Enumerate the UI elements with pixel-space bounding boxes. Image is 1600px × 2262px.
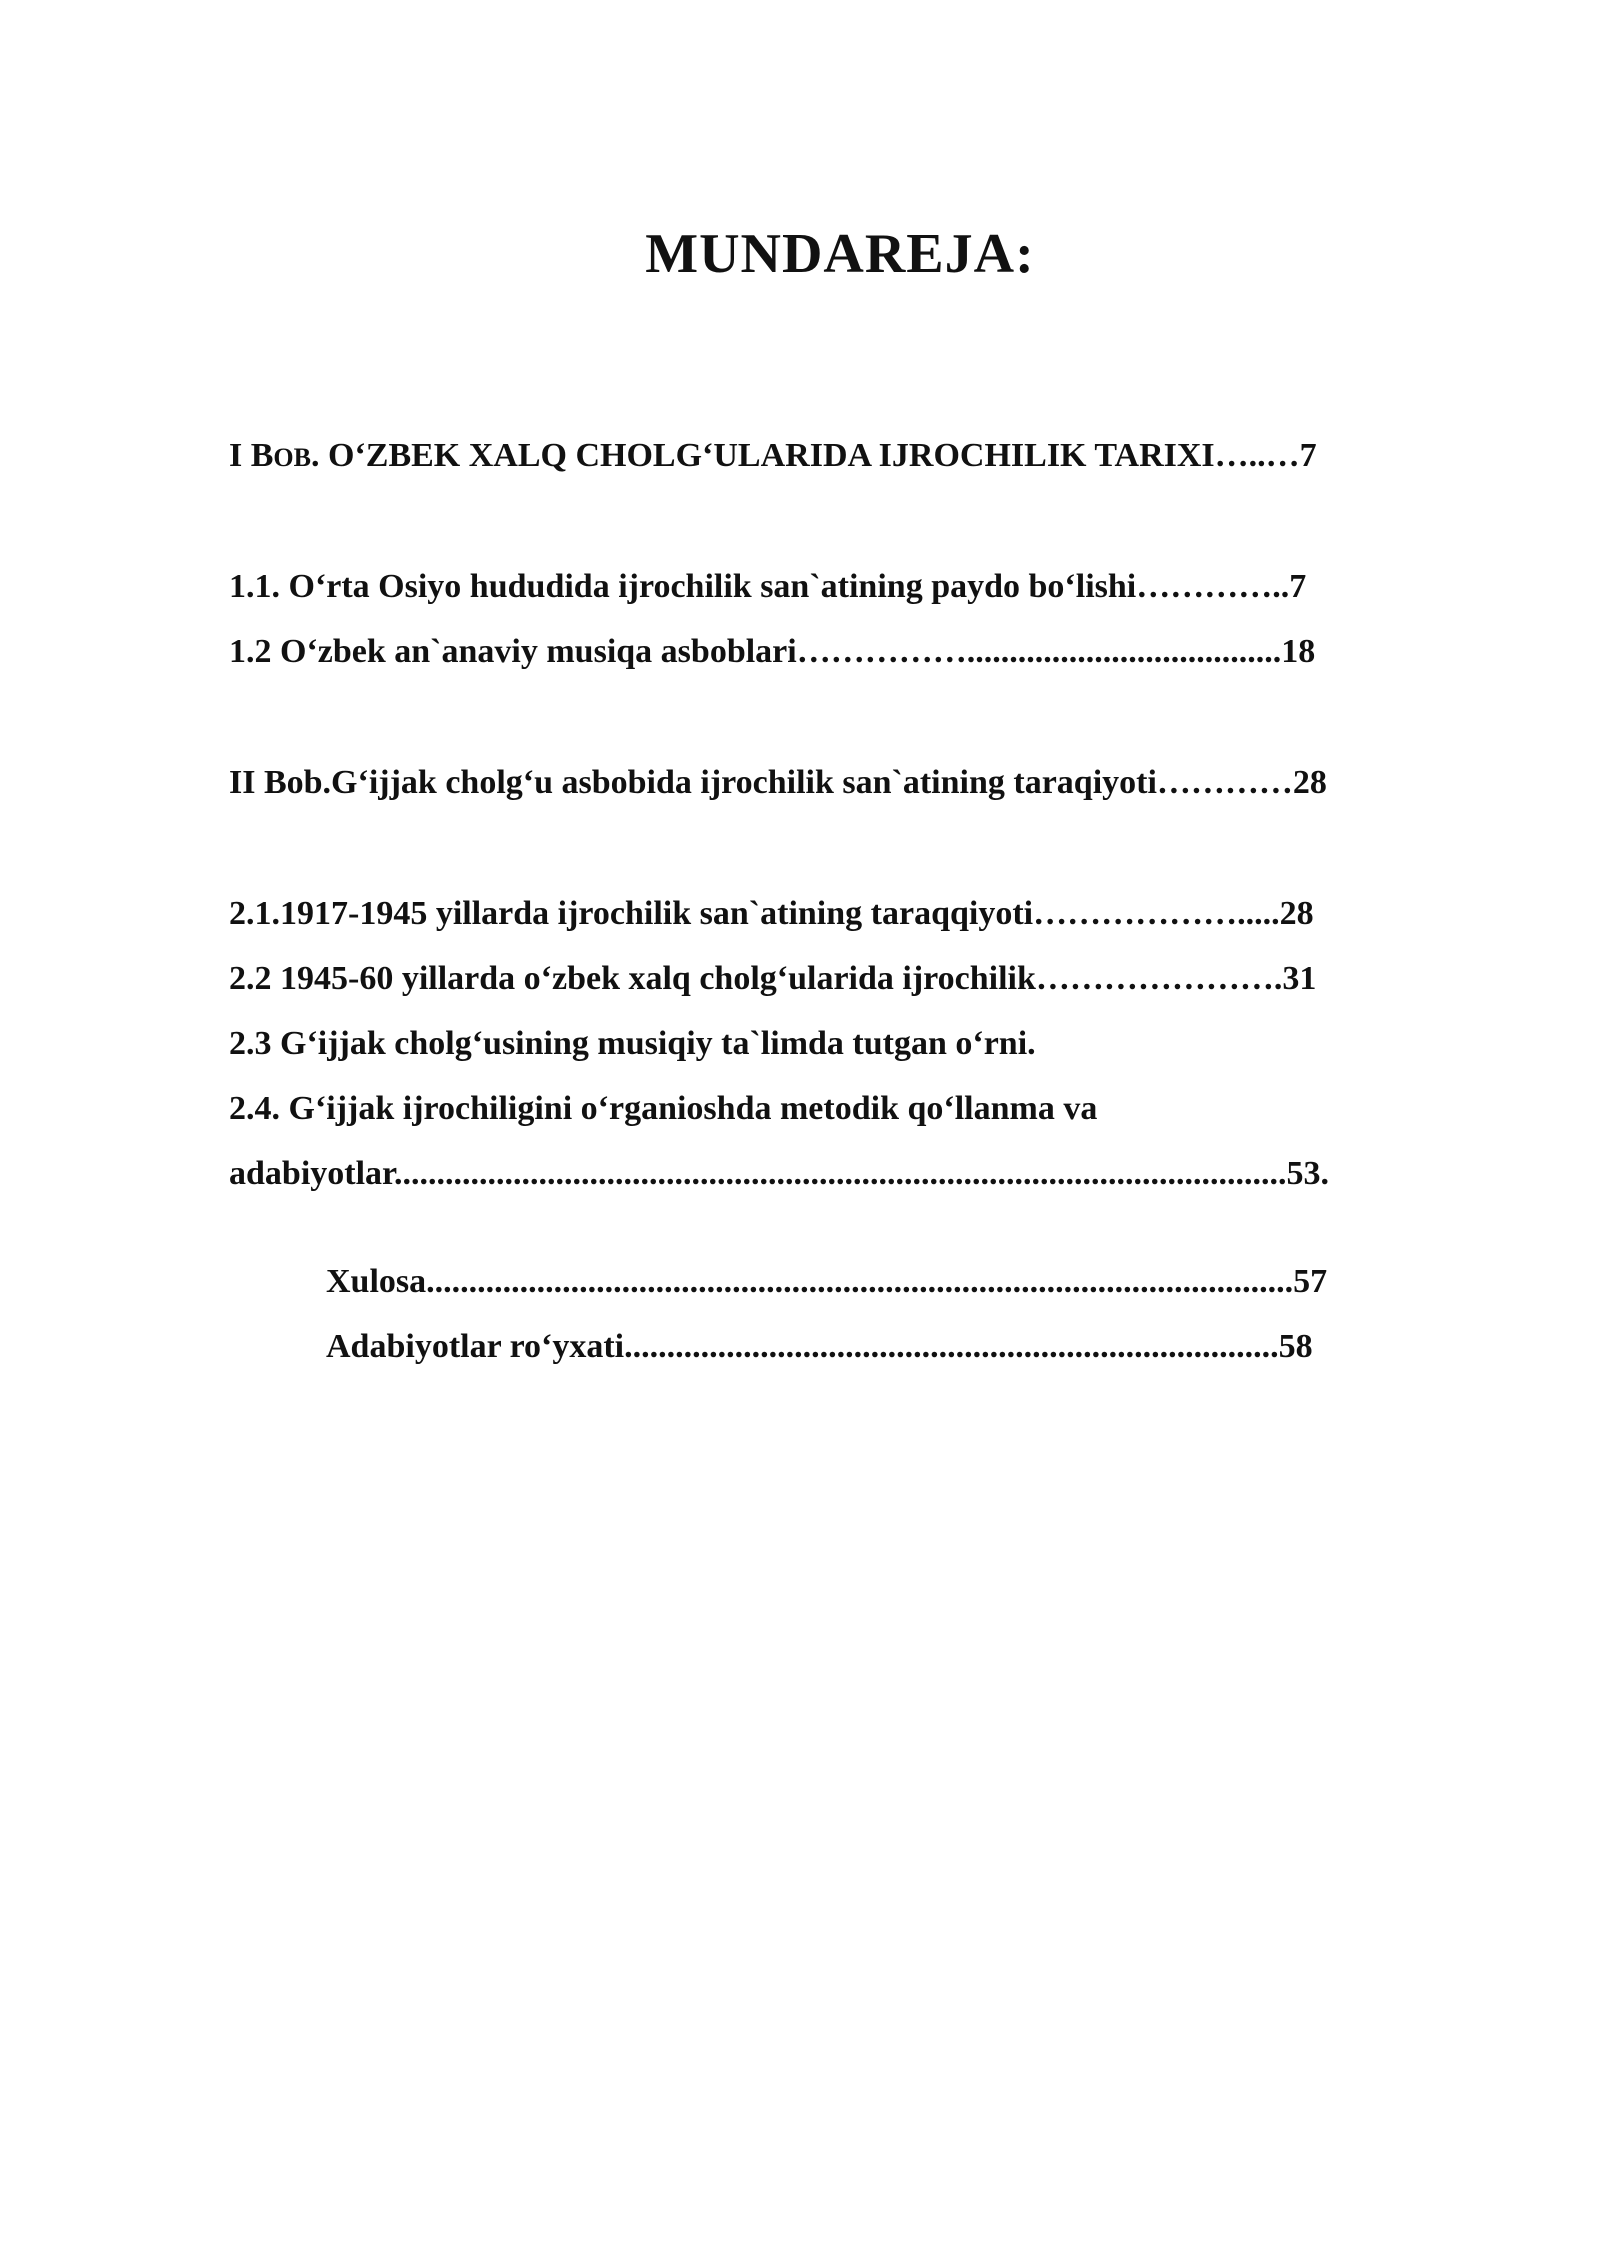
toc-entry-section-2-4-continued: adabiyotlar.........................................................................................................53. — [229, 1155, 1330, 1192]
toc-entry-section-2-3: 2.3 G‘ijjak cholg‘usining musiqiy ta`limda tutgan o‘rni. — [229, 1025, 1036, 1062]
toc-entry-chapter-2: II Bob.G‘ijjak cholg‘u asbobida ijrochilik san`atining taraqiyoti…………28 — [229, 764, 1327, 801]
toc-entry-conclusion: Xulosa......................................................................................................57 — [326, 1263, 1328, 1300]
toc-entry-section-1-1: 1.1. O‘rta Osiyo hududida ijrochilik san`atining paydo bo‘lishi…………..7 — [229, 568, 1307, 605]
toc-entry-section-1-2: 1.2 O‘zbek an`anaviy musiqa asboblari…………….....................................18 — [229, 633, 1316, 670]
page-title: MUNDAREJA: — [645, 223, 1035, 285]
toc-chapter-1-smallcaps: OB — [273, 443, 311, 472]
toc-entry-chapter-1 — [229, 436, 1317, 478]
toc-chapter-1-prefix: I B — [229, 437, 274, 474]
toc-entry-references: Adabiyotlar ro‘yxati.............................................................................58 — [326, 1328, 1313, 1365]
toc-chapter-1-text: . O‘ZBEK XALQ CHOLG‘ULARIDA IJROCHILIK TARIXI…..…7 — [311, 437, 1317, 474]
toc-entry-section-2-2: 2.2 1945-60 yillarda o‘zbek xalq cholg‘ularida ijrochilik………………….31 — [229, 960, 1317, 997]
toc-entry-section-2-4: 2.4. G‘ijjak ijrochiligini o‘rganioshda metodik qo‘llanma va — [229, 1090, 1098, 1127]
toc-entry-section-2-1: 2.1.1917-1945 yillarda ijrochilik san`atining taraqqiyoti……………….....28 — [229, 895, 1314, 932]
